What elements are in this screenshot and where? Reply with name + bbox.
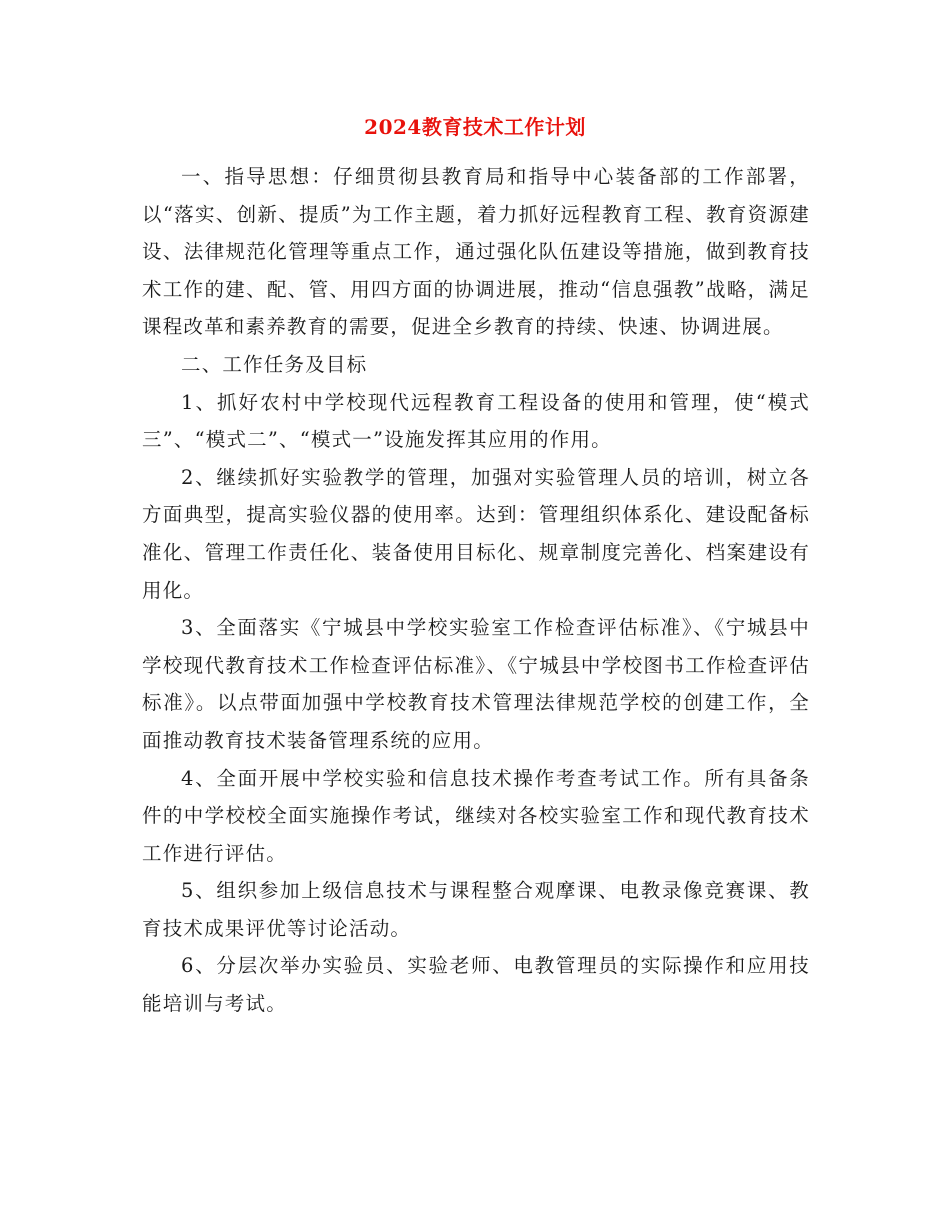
paragraph-task-4: 4、全面开展中学校实验和信息技术操作考查考试工作。所有具备条件的中学校校全面实施操作考试，继续对各校实验室工作和现代教育技术工作进行评估。 bbox=[142, 766, 810, 865]
paragraph-guiding-ideology: 一、指导思想：仔细贯彻县教育局和指导中心装备部的工作部署，以“落实、创新、提质”为工作主题，着力抓好远程教育工程、教育资源建设、法律规范化管理等重点工作，通过强化队伍建设等措施，做到教育技术工作的建、配、管、用四方面的协调进展，推动“信息强教”战略，满足课程改革和素养教育的需要，促进全乡教育的持续、快速、协调进展。 bbox=[142, 165, 810, 339]
section-heading-tasks-goals: 二、工作任务及目标 bbox=[181, 352, 368, 376]
document-title: 2024教育技术工作计划 bbox=[364, 115, 586, 139]
paragraph-task-1: 1、抓好农村中学校现代远程教育工程设备的使用和管理，使“模式三”、“模式二”、“模式一”设施发挥其应用的作用。 bbox=[142, 390, 810, 452]
paragraph-task-6: 6、分层次举办实验员、实验老师、电教管理员的实际操作和应用技能培训与考试。 bbox=[142, 954, 810, 1016]
paragraph-task-2: 2、继续抓好实验教学的管理，加强对实验管理人员的培训，树立各方面典型，提高实验仪器的使用率。达到：管理组织体系化、建设配备标准化、管理工作责任化、装备使用目标化、规章制度完善化、档案建设有用化。 bbox=[142, 465, 810, 602]
paragraph-task-5: 5、组织参加上级信息技术与课程整合观摩课、电教录像竞赛课、教育技术成果评优等讨论活动。 bbox=[142, 879, 810, 940]
paragraph-task-3: 3、全面落实《宁城县中学校实验室工作检查评估标准》、《宁城县中学校现代教育技术工作检查评估标准》、《宁城县中学校图书工作检查评估标准》。以点带面加强中学校教育技术管理法律规范学校的创建工作，全面推动教育技术装备管理系统的应用。 bbox=[142, 616, 810, 752]
document-body bbox=[142, 158, 810, 1023]
